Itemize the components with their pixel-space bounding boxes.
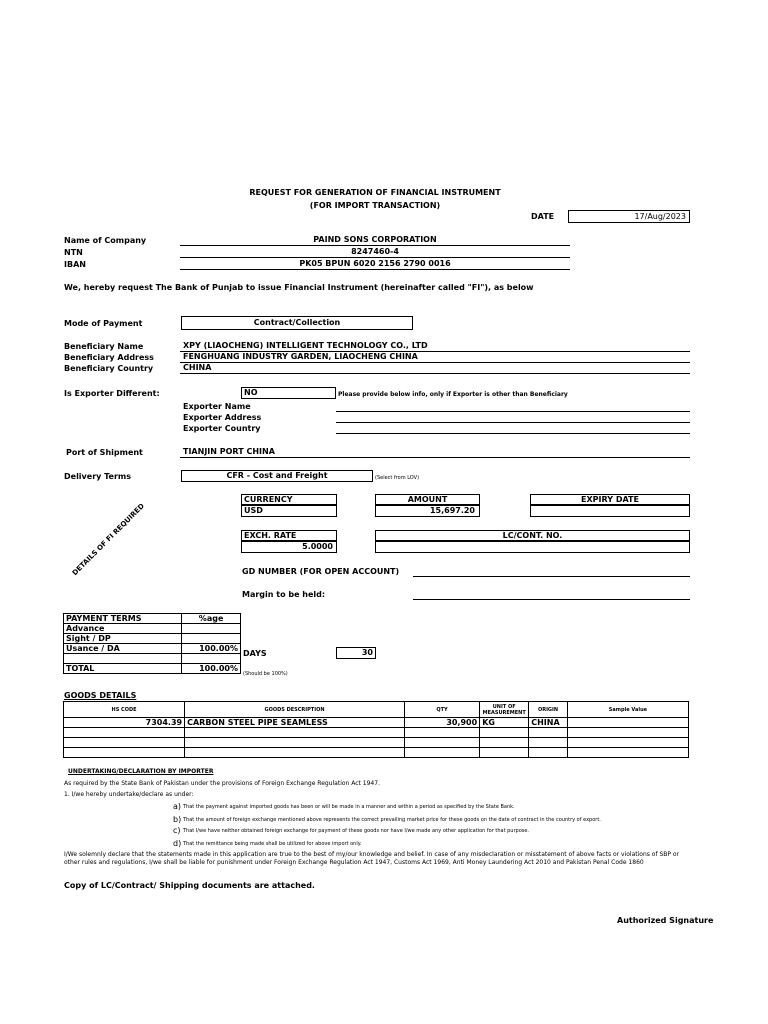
amount-field[interactable]: [375, 505, 480, 517]
goods-row: [64, 728, 689, 738]
item-d-letter: d): [173, 839, 182, 848]
ntn-value: 8247460-4: [351, 247, 399, 256]
beneficiary-country-value: CHINA: [183, 363, 212, 372]
goods-row: [64, 718, 689, 728]
qty-cell[interactable]: [404, 738, 479, 748]
iban-line: [180, 269, 570, 270]
delivery-terms-label: Delivery Terms: [64, 472, 131, 481]
qty-cell[interactable]: [404, 728, 479, 738]
spacer-cell: [64, 654, 182, 664]
qty-cell[interactable]: [404, 748, 479, 758]
mode-of-payment-label: Mode of Payment: [64, 319, 143, 328]
uom-cell[interactable]: [480, 738, 529, 748]
undertaking-title: UNDERTAKING/DECLARATION BY IMPORTER: [68, 768, 214, 775]
company-name-value: PAIND SONS CORPORATION: [313, 235, 437, 244]
mode-of-payment-select[interactable]: [181, 316, 413, 330]
sample-value-header: Sample Value: [567, 702, 688, 718]
currency-field[interactable]: [241, 505, 337, 517]
expiry-field[interactable]: [530, 505, 690, 517]
goods-table: [63, 701, 689, 758]
margin-label: Margin to be held:: [242, 590, 326, 599]
sample-value-cell[interactable]: [567, 718, 688, 728]
goods-description-cell[interactable]: [185, 748, 405, 758]
qty-cell[interactable]: 30,900: [404, 718, 479, 728]
percentage-header: %age: [182, 614, 241, 624]
currency-value: USD: [244, 506, 263, 515]
origin-cell[interactable]: [529, 748, 568, 758]
mode-of-payment-value: Contract/Collection: [253, 318, 341, 327]
date-value: 17/Aug/2023: [634, 212, 686, 221]
uom-cell[interactable]: [480, 748, 529, 758]
exporter-different-select[interactable]: [241, 387, 336, 399]
currency-header: CURRENCY: [241, 494, 337, 505]
uom-cell[interactable]: [480, 728, 529, 738]
hs-code-cell[interactable]: [64, 748, 185, 758]
company-name-label: Name of Company: [64, 236, 147, 245]
exporter-name-field[interactable]: [336, 411, 690, 412]
hs-code-cell[interactable]: 7304.39: [64, 718, 185, 728]
advance-value[interactable]: [182, 624, 241, 634]
iban-value: PK05 BPUN 6020 2156 2790 0016: [299, 259, 451, 268]
documents-attached-text: Copy of LC/Contract/ Shipping documents are attached.: [64, 881, 315, 890]
beneficiary-address-label: Beneficiary Address: [64, 353, 154, 362]
days-field[interactable]: [336, 647, 376, 659]
origin-cell[interactable]: [529, 738, 568, 748]
date-label: DATE: [531, 212, 555, 221]
payment-term-sight: Sight / DP: [64, 634, 182, 644]
payment-term-usance: Usance / DA: [64, 644, 182, 654]
fi-details-side-label: DETAILS OF FI REQUIRED: [70, 502, 146, 578]
item-a-letter: a): [173, 802, 182, 811]
exporter-address-field[interactable]: [336, 422, 690, 423]
sample-value-cell[interactable]: [567, 728, 688, 738]
beneficiary-name-value: XPY (LIAOCHENG) INTELLIGENT TECHNOLOGY CO., LTD: [183, 341, 428, 350]
exporter-different-value: NO: [244, 388, 258, 397]
delivery-terms-select[interactable]: [181, 470, 373, 482]
exporter-address-label: Exporter Address: [183, 413, 262, 422]
port-label: Port of Shipment: [66, 448, 143, 457]
total-value: 100.00%: [182, 664, 241, 674]
sample-value-cell[interactable]: [567, 738, 688, 748]
origin-cell[interactable]: CHINA: [529, 718, 568, 728]
payment-terms-header: PAYMENT TERMS: [64, 614, 182, 624]
exporter-country-field[interactable]: [336, 433, 690, 434]
delivery-terms-note: (Select from LOV): [375, 475, 420, 481]
item-d-text: That the remittance being made shall be utilized for above import only.: [183, 841, 362, 847]
item-c-letter: c): [173, 826, 181, 835]
item-a-text: That the payment against imported goods has been or will be made in a manner and within a period as specified by the State Bank.: [183, 804, 515, 810]
authorized-signature: Authorized Signature: [617, 916, 714, 925]
exporter-different-label: Is Exporter Different:: [64, 389, 160, 398]
sample-value-cell[interactable]: [567, 748, 688, 758]
gd-number-field[interactable]: [413, 576, 690, 577]
exch-rate-value: 5.0000: [302, 542, 333, 551]
lc-no-header: LC/CONT. NO.: [375, 530, 690, 541]
beneficiary-address-value: FENGHUANG INDUSTRY GARDEN, LIAOCHENG CHINA: [183, 352, 418, 361]
ntn-label: NTN: [64, 248, 83, 257]
amount-value: 15,697.20: [429, 506, 475, 515]
goods-details-label: GOODS DETAILS: [64, 691, 137, 700]
hs-code-header: HS CODE: [64, 702, 185, 718]
payment-term-advance: Advance: [64, 624, 182, 634]
exporter-name-label: Exporter Name: [183, 402, 251, 411]
undertaking-line2: 1. I/we hereby undertake/declare as under:: [64, 791, 194, 798]
item-b-letter: b): [173, 815, 182, 824]
beneficiary-country-line: [180, 373, 690, 374]
usance-value[interactable]: 100.00%: [182, 644, 241, 654]
goods-row: [64, 748, 689, 758]
expiry-header: EXPIRY DATE: [530, 494, 690, 505]
lc-no-field[interactable]: [375, 541, 690, 553]
goods-description-cell[interactable]: [185, 728, 405, 738]
qty-header: QTY: [404, 702, 479, 718]
beneficiary-country-label: Beneficiary Country: [64, 364, 154, 373]
uom-cell[interactable]: KG: [480, 718, 529, 728]
goods-description-header: GOODS DESCRIPTION: [185, 702, 405, 718]
sight-value[interactable]: [182, 634, 241, 644]
port-value: TIANJIN PORT CHINA: [183, 447, 275, 456]
origin-cell[interactable]: [529, 728, 568, 738]
payment-terms-table: [63, 613, 241, 674]
goods-description-cell[interactable]: CARBON STEEL PIPE SEAMLESS: [185, 718, 405, 728]
hs-code-cell[interactable]: [64, 738, 185, 748]
spacer-cell: [182, 654, 241, 664]
date-field[interactable]: [568, 210, 690, 223]
delivery-terms-value: CFR - Cost and Freight: [226, 471, 328, 480]
margin-field[interactable]: [413, 599, 690, 600]
exch-rate-header: EXCH. RATE: [241, 530, 337, 541]
form-title: REQUEST FOR GENERATION OF FINANCIAL INSTRUMENT: [249, 188, 501, 197]
company-name-line: [180, 245, 570, 246]
goods-description-cell[interactable]: [185, 738, 405, 748]
amount-header: AMOUNT: [375, 494, 480, 505]
form-subtitle: (FOR IMPORT TRANSACTION): [309, 201, 441, 210]
declaration-text: I/We solemnly declare that the statements made in this application are true to the best of my/our knowledge and belief. In case of any misdeclaration or misstatement of above facts or violations of SBP or other rules and regulations, I/we shall be liable for punishment under Foreign Exchange Regulation Act 1947, Customs Act 1969, Anti Money Laundering Act 2010 and Pakistan Penal Code 1860: [64, 851, 680, 866]
origin-header: ORIGIN: [529, 702, 568, 718]
total-note: (Should be 100%): [243, 671, 288, 677]
item-b-text: That the amount of foreign exchange mentioned above represents the correct prevailing market price for these goods on the date of contract in the country of export.: [183, 817, 601, 823]
hs-code-cell[interactable]: [64, 728, 185, 738]
beneficiary-address-line: [180, 362, 690, 363]
iban-label: IBAN: [64, 260, 86, 269]
days-label: DAYS: [243, 649, 267, 658]
port-line: [180, 457, 690, 458]
days-value: 30: [361, 648, 373, 657]
undertaking-line1: As required by the State Bank of Pakistan under the provisions of Foreign Exchange Regulation Act 1947.: [64, 780, 380, 787]
exch-rate-field[interactable]: [241, 541, 337, 553]
gd-number-label: GD NUMBER (FOR OPEN ACCOUNT): [242, 567, 400, 576]
item-c-text: That I/we have neither obtained foreign exchange for payment of these goods nor have I/we made any other application for that purpose.: [183, 828, 530, 834]
goods-row: [64, 738, 689, 748]
uom-header: UNIT OF MEASUREMENT: [480, 702, 529, 718]
beneficiary-name-label: Beneficiary Name: [64, 342, 144, 351]
request-text: We, hereby request The Bank of Punjab to issue Financial Instrument (hereinafter called "FI"), as below: [64, 283, 534, 292]
total-label: TOTAL: [64, 664, 182, 674]
exporter-note: Please provide below info, only if Exporter is other than Beneficiary: [338, 391, 568, 398]
ntn-line: [180, 257, 570, 258]
exporter-country-label: Exporter Country: [183, 424, 261, 433]
